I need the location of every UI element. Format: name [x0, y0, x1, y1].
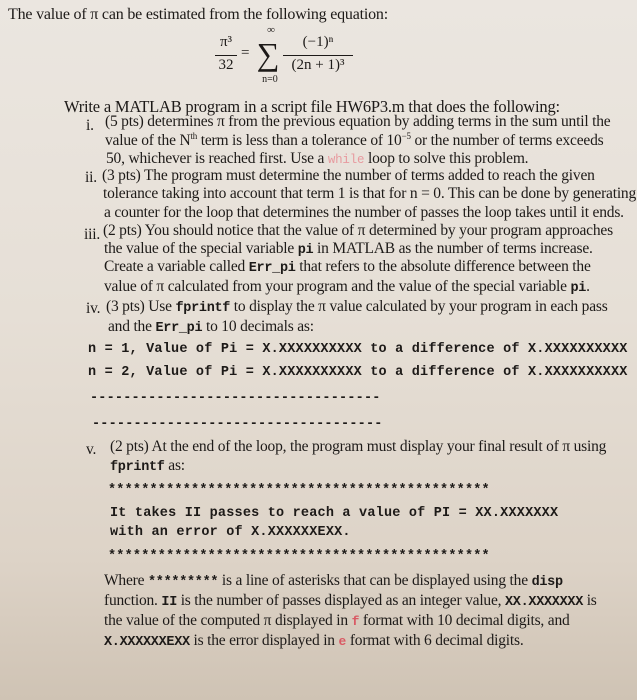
text-line — [110, 522, 351, 540]
lhs-numerator: π³ — [219, 34, 233, 50]
text-segment: 50, whichever is reached first. Use a — [106, 150, 328, 167]
text-segment: ii. — [85, 169, 97, 186]
text-segment: is the error displayed in — [189, 632, 339, 649]
text-segment: a counter for the loop that determines the number of passes the loop takes until it ends. — [104, 204, 624, 221]
text-line — [104, 592, 597, 610]
text-segment: th — [190, 131, 198, 141]
code-text: pi — [297, 243, 314, 258]
text-segment: is a line of asterisks that can be displayed using the — [218, 572, 532, 589]
text-segment: function. — [104, 592, 162, 609]
code-text: II — [161, 595, 178, 610]
sigma-symbol: ∑ — [256, 36, 280, 72]
text-segment: term is less than a tolerance of 10 — [197, 132, 402, 150]
pi-series-equation — [213, 24, 413, 93]
text-segment: or the number of terms exceeds — [410, 132, 604, 150]
text-segment: to 10 decimals as: — [202, 318, 314, 335]
text-line — [102, 167, 595, 185]
sum-upper-limit: ∞ — [267, 24, 275, 36]
text-segment: Write a MATLAB program in a script file HW6P3.m that does the following: — [64, 97, 560, 116]
code-text: Err_pi — [248, 261, 296, 276]
text-segment: is the number of passes displayed as an integer value, — [177, 592, 505, 609]
text-line — [110, 438, 606, 456]
text-segment: is — [583, 592, 597, 609]
text-line — [108, 318, 314, 336]
text-segment: f — [351, 614, 360, 629]
fraction-bar — [215, 55, 237, 56]
code-text: n = 2, Value of Pi = X.XXXXXXXXXX to a difference of X.XXXXXXXXXX — [88, 365, 628, 380]
code-text: ********************************************** — [108, 549, 490, 564]
text-segment: the value of the computed π displayed in — [104, 612, 352, 629]
text-line — [105, 113, 610, 131]
text-segment: value of π calculated from your program and the value of the special variable — [104, 278, 571, 295]
text-line — [103, 185, 636, 203]
text-line — [8, 6, 388, 24]
text-line — [108, 546, 490, 564]
text-line — [84, 226, 100, 244]
text-segment: . — [586, 278, 590, 295]
code-text: ********************************************** — [108, 483, 490, 498]
text-line — [104, 278, 590, 296]
text-segment: to display the π value calculated by your program in each pass — [230, 298, 608, 315]
rhs-numerator: (−1)ⁿ — [302, 34, 334, 50]
rhs-denominator: (2n + 1)³ — [291, 57, 345, 73]
text-line — [104, 612, 570, 630]
code-text: ********* — [147, 575, 219, 590]
text-segment: that refers to the absolute difference between the — [295, 258, 591, 275]
text-segment: iv. — [86, 300, 101, 317]
text-line — [104, 258, 591, 276]
text-segment: −5 — [401, 131, 411, 141]
text-segment: i. — [86, 117, 94, 134]
lhs-denominator: 32 — [218, 57, 234, 73]
text-segment: e — [338, 634, 347, 649]
text-line — [92, 414, 383, 432]
text-segment: (5 pts) determines π from the previous equation by adding terms in the sum until the — [105, 113, 611, 130]
code-text: ----------------------------------- — [90, 391, 381, 406]
code-text: disp — [531, 575, 563, 590]
text-segment: value of the N — [105, 132, 191, 150]
text-segment: loop to solve this problem. — [364, 150, 529, 167]
text-segment: Create a variable called — [104, 258, 249, 275]
text-segment: and the — [108, 318, 156, 335]
text-segment: (3 pts) The program must determine the number of terms added to reach the given — [102, 167, 595, 184]
text-segment: as: — [164, 457, 185, 474]
text-line — [104, 572, 563, 590]
text-segment: format with 10 decimal digits, and — [359, 612, 570, 629]
text-line — [104, 204, 624, 222]
text-line — [110, 503, 558, 521]
code-text: fprintf — [175, 301, 231, 316]
text-line — [86, 441, 96, 459]
text-segment: The value of π can be estimated from the following equation: — [8, 6, 388, 23]
text-line — [103, 222, 613, 240]
code-text: with an error of X.XXXXXXEXX. — [110, 525, 351, 540]
text-line — [110, 457, 185, 475]
code-text: XX.XXXXXXX — [505, 595, 584, 610]
text-segment: (3 pts) Use — [106, 298, 176, 315]
text-line — [106, 150, 528, 168]
text-line — [88, 339, 628, 357]
code-text: fprintf — [110, 460, 165, 475]
text-segment: iii. — [84, 226, 100, 243]
text-line — [104, 632, 524, 650]
text-segment: v. — [86, 441, 97, 458]
text-segment: the value of the special variable — [104, 240, 298, 257]
code-text: pi — [570, 281, 587, 296]
text-segment: (2 pts) At the end of the loop, the program must display your final result of π using — [110, 438, 607, 455]
text-line — [88, 362, 628, 380]
text-segment: Where — [104, 572, 148, 589]
text-line — [105, 131, 603, 150]
text-line — [106, 298, 608, 316]
code-text: It takes II passes to reach a value of PI = XX.XXXXXXX — [110, 506, 559, 521]
text-line — [85, 169, 97, 187]
text-line — [108, 480, 490, 498]
text-segment: format with 6 decimal digits. — [346, 632, 524, 649]
text-line — [86, 117, 94, 135]
text-segment: (2 pts) You should notice that the value of π determined by your program approaches — [103, 222, 613, 239]
code-text: ----------------------------------- — [92, 417, 383, 432]
text-segment: tolerance taking into account that term 1 is that for n = 0. This can be done by generating — [103, 185, 637, 202]
text-line — [104, 240, 593, 258]
code-text: n = 1, Value of Pi = X.XXXXXXXXXX to a difference of X.XXXXXXXXXX — [88, 342, 628, 357]
fraction-bar — [283, 55, 353, 56]
text-segment: while — [327, 153, 365, 167]
text-segment: in MATLAB as the number of terms increase. — [313, 240, 593, 257]
code-text: Err_pi — [155, 321, 203, 336]
text-line — [86, 300, 100, 318]
code-text: X.XXXXXXEXX — [104, 635, 190, 650]
text-line — [90, 388, 381, 406]
sum-lower-limit: n=0 — [262, 74, 278, 85]
equals-sign: = — [241, 45, 250, 61]
